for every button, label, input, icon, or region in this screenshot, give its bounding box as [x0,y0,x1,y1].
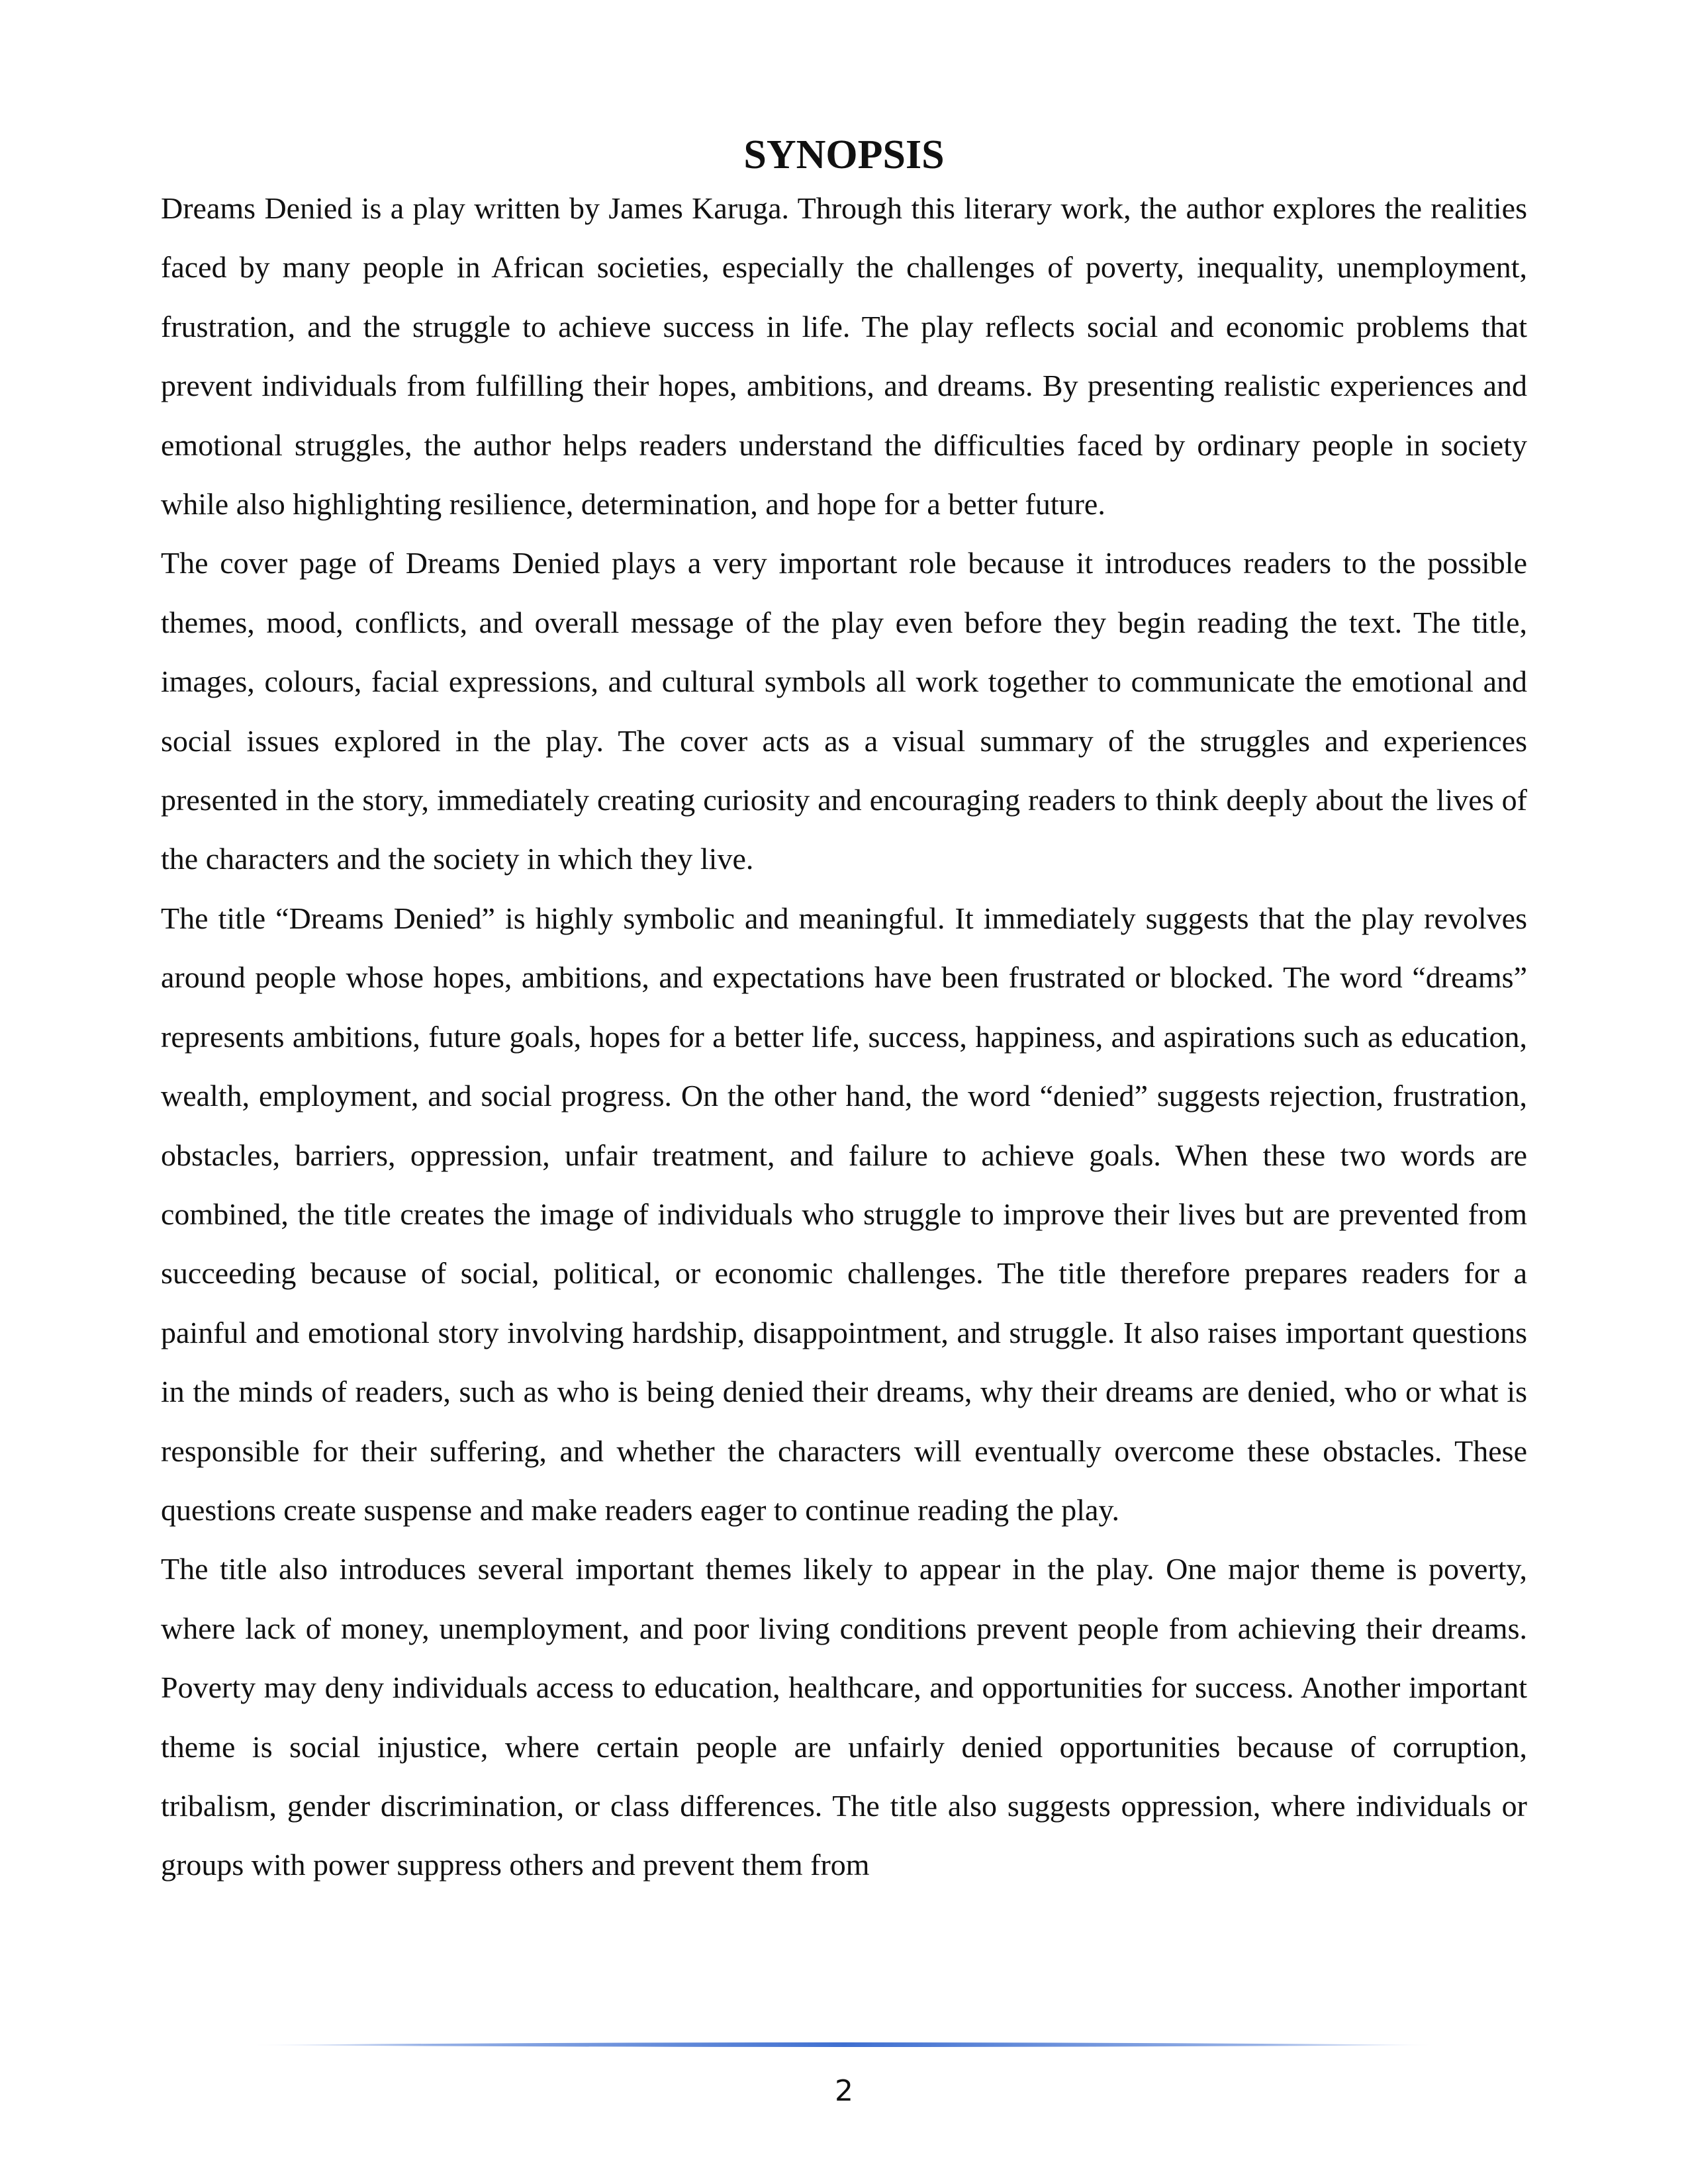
footer-divider [255,2041,1433,2049]
body-text [161,179,1527,1895]
paragraph-intro: Dreams Denied is a play written by James Karuga. Through this literary work, the author explores the realities faced by many people in African societies, especially the challenges of poverty, inequality, unemployment, frustration, and the struggle to achieve success in life. The play reflects social and economic problems that prevent individuals from fulfilling their hopes, ambitions, and dreams. By presenting realistic experiences and emotional struggles, the author helps readers understand the difficulties faced by ordinary people in society while also highlighting resilience, determination, and hope for a better future. [161,191,1527,522]
page-title: SYNOPSIS [743,132,945,177]
page-number: 2 [835,2074,853,2108]
paragraph-cover-page: The cover page of Dreams Denied plays a very important role because it introduces readers to the possible themes, mood, conflicts, and overall message of the play even before they begin reading the text. The title, images, colours, facial expressions, and cultural symbols all work together to communicate the emotional and social issues explored in the play. The cover acts as a visual summary of the struggles and experiences presented in the story, immediately creating curiosity and encouraging readers to think deeply about the lives of the characters and the society in which they live. [161,546,1527,876]
paragraph-title-meaning: The title “Dreams Denied” is highly symbolic and meaningful. It immediately suggests that the play revolves around people whose hopes, ambitions, and expectations have been frustrated or blocked. The word “dreams” represents ambitions, future goals, hopes for a better life, success, happiness, and aspirations such as education, wealth, employment, and social progress. On the other hand, the word “denied” suggests rejection, frustration, obstacles, barriers, oppression, unfair treatment, and failure to achieve goals. When these two words are combined, the title creates the image of individuals who struggle to improve their lives but are prevented from succeeding because of social, political, or economic challenges. The title therefore prepares readers for a painful and emotional story involving hardship, disappointment, and struggle. It also raises important questions in the minds of readers, such as who is being denied their dreams, why their dreams are denied, who or what is responsible for their suffering, and whether the characters will eventually overcome these obstacles. These questions create suspense and make readers eager to continue reading the play. [161,901,1527,1527]
paragraph-themes: The title also introduces several important themes likely to appear in the play. One major theme is poverty, where lack of money, unemployment, and poor living conditions prevent people from achieving their dreams. Poverty may deny individuals access to education, healthcare, and opportunities for success. Another important theme is social injustice, where certain people are unfairly denied opportunities because of corruption, tribalism, gender discrimination, or class differences. The title also suggests oppression, where individuals or groups with power suppress others and prevent them from [161,1552,1527,1882]
